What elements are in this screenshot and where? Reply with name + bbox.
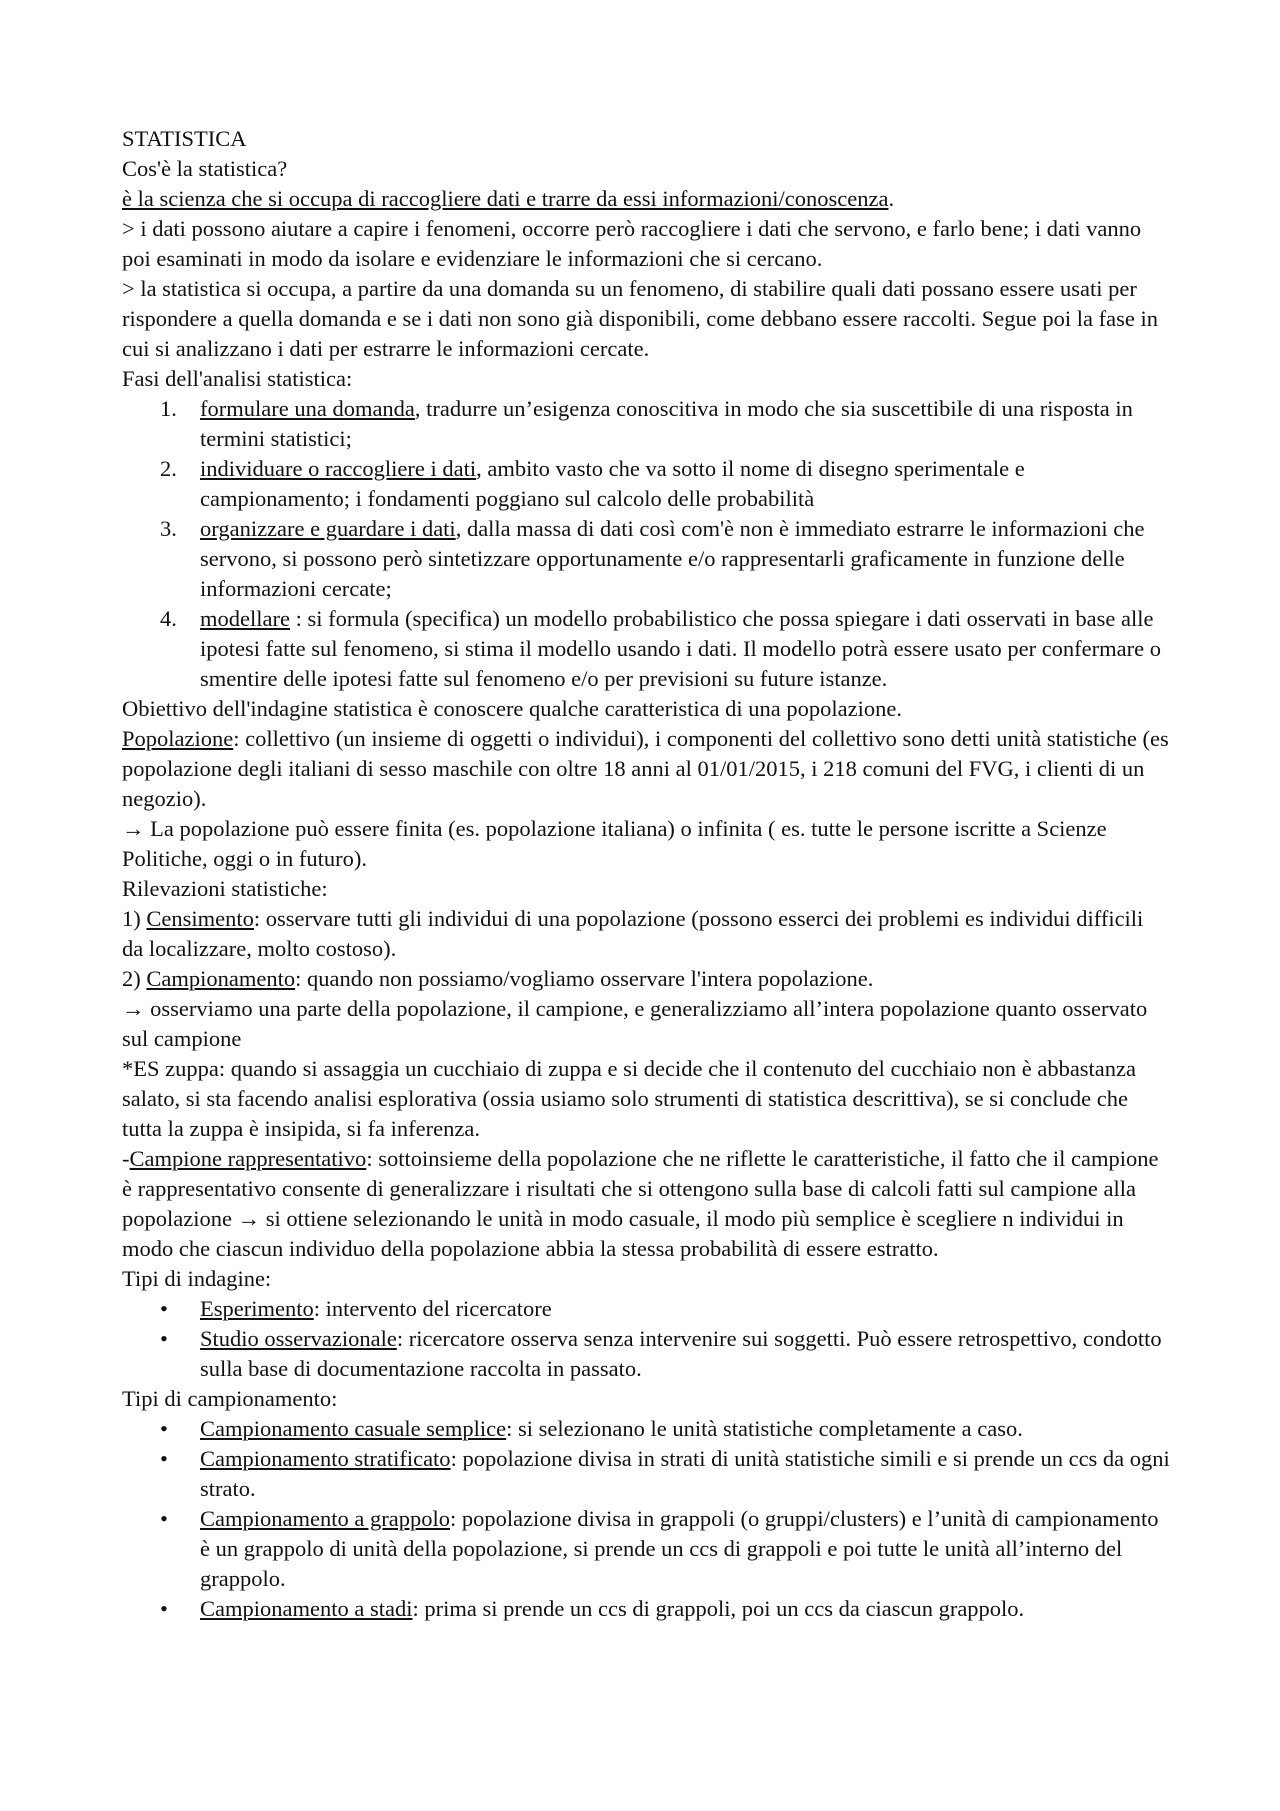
document-page: [122, 124, 1170, 1624]
survey-type-text: : ricercatore osserva senza intervenire sui soggetti. Può essere retrospettivo, condotto sulla base di documentazione raccolta in passato.: [200, 1326, 1162, 1381]
sampling-paragraph: [122, 964, 1170, 994]
sampling-term: Campionamento: [146, 966, 296, 991]
sampling-type-text: : si selezionano le unità statistiche completamente a caso.: [506, 1416, 1023, 1441]
phase-term: formulare una domanda: [200, 396, 415, 421]
definition-underlined: è la scienza che si occupa di raccogliere dati e trarre da essi informazioni/conoscenza: [122, 186, 889, 211]
definition-paragraph: [122, 184, 1170, 214]
phase-number: 1.: [160, 396, 177, 421]
phase-term: organizzare e guardare i dati: [200, 516, 456, 541]
phase-text: : si formula (specifica) un modello probabilistico che possa spiegare i dati osservati in base alle ipotesi fatte sul fenomeno, si stima il modello usando i dati. Il modello potrà essere usato per confermare o smentire delle ipotesi fatte sul fenomeno e/o per previsioni su future istanze.: [200, 606, 1161, 691]
definition-end: .: [888, 186, 895, 211]
census-paragraph: [122, 904, 1170, 964]
phase-text: , dalla massa di dati così com'è non è immediato estrarre le informazioni che servono, si possono però sintetizzare opportunamente e/o rappresentarli graficamente in funzione delle informazioni cercate;: [200, 516, 1145, 601]
phase-item: [122, 454, 1170, 514]
phase-number: 3.: [160, 516, 177, 541]
document-title: STATISTICA: [122, 126, 247, 151]
list-item: [122, 1594, 1170, 1624]
phase-term: modellare: [200, 606, 290, 631]
representative-paragraph: [122, 1144, 1170, 1264]
phases-heading: Fasi dell'analisi statistica:: [122, 366, 353, 391]
survey-type-term: Studio osservazionale: [200, 1326, 397, 1351]
population-note: → La popolazione può essere finita (es. popolazione italiana) o infinita ( es. tutte le persone iscritte a Scienze Politiche, oggi o in futuro).: [122, 816, 1107, 871]
list-item: [122, 1414, 1170, 1444]
bullet-icon: •: [160, 1446, 168, 1471]
phase-item: [122, 394, 1170, 454]
objective-paragraph: Obiettivo dell'indagine statistica è conoscere qualche caratteristica di una popolazione.: [122, 696, 902, 721]
phase-term: individuare o raccogliere i dati: [200, 456, 477, 481]
survey-types-list: [122, 1294, 1170, 1384]
phase-number: 4.: [160, 606, 177, 631]
representative-term: Campione rappresentativo: [129, 1146, 367, 1171]
sampling-types-heading: Tipi di campionamento:: [122, 1386, 338, 1411]
list-item: [122, 1504, 1170, 1594]
representative-text: : sottoinsieme della popolazione che ne riflette le caratteristiche, il fatto che il campione è rappresentativo consente di generalizzare i risultati che si ottengono sulla base di calcoli fatti sul campione alla popolazione → si ottiene selezionando le unità in modo casuale, il modo più semplice è scegliere n individui in modo che ciascun individuo della popolazione abbia la stessa probabilità di essere estratto.: [122, 1146, 1159, 1261]
sampling-type-text: : popolazione divisa in strati di unità statistiche simili e si prende un ccs da ogni strato.: [200, 1446, 1170, 1501]
population-paragraph: [122, 724, 1170, 814]
sampling-prefix: 2): [122, 966, 147, 991]
sampling-type-term: Campionamento a stadi: [200, 1596, 413, 1621]
intro-question: Cos'è la statistica?: [122, 156, 288, 181]
bullet-icon: •: [160, 1326, 168, 1351]
survey-types-heading: Tipi di indagine:: [122, 1266, 272, 1291]
paragraph-data-purpose: > i dati possono aiutare a capire i fenomeni, occorre però raccogliere i dati che servono, e farlo bene; i dati vanno poi esaminati in modo da isolare e evidenziare le informazioni che si cercano.: [122, 216, 1142, 271]
sampling-note: → osserviamo una parte della popolazione, il campione, e generalizziamo all’intera popolazione quanto osservato sul campione: [122, 996, 1148, 1051]
phase-item: [122, 604, 1170, 694]
sampling-types-list: [122, 1414, 1170, 1624]
sampling-type-text: : popolazione divisa in grappoli (o gruppi/clusters) e l’unità di campionamento è un grappolo di unità della popolazione, si prende un ccs di grappoli e poi tutte le unità all’interno del grappolo.: [200, 1506, 1159, 1591]
phase-text: , tradurre un’esigenza conoscitiva in modo che sia suscettibile di una risposta in termini statistici;: [200, 396, 1133, 451]
list-item: [122, 1294, 1170, 1324]
bullet-icon: •: [160, 1596, 168, 1621]
representative-prefix: -: [122, 1146, 130, 1171]
survey-type-term: Esperimento: [200, 1296, 314, 1321]
list-item: [122, 1324, 1170, 1384]
surveys-heading: Rilevazioni statistiche:: [122, 876, 328, 901]
phases-list: [122, 394, 1170, 694]
sampling-type-term: Campionamento casuale semplice: [200, 1416, 507, 1441]
bullet-icon: •: [160, 1506, 168, 1531]
bullet-icon: •: [160, 1416, 168, 1441]
list-item: [122, 1444, 1170, 1504]
census-text: : osservare tutti gli individui di una popolazione (possono esserci dei problemi es individui difficili da localizzare, molto costoso).: [122, 906, 1144, 961]
population-text: : collettivo (un insieme di oggetti o individui), i componenti del collettivo sono detti unità statistiche (es popolazione degli italiani di sesso maschile con oltre 18 anni al 01/01/2015, i 218 comuni del FVG, i clienti di un negozio).: [122, 726, 1169, 811]
phase-text: , ambito vasto che va sotto il nome di disegno sperimentale e campionamento; i fondamenti poggiano sul calcolo delle probabilità: [200, 456, 1025, 511]
census-term: Censimento: [146, 906, 254, 931]
sampling-type-text: : prima si prende un ccs di grappoli, poi un ccs da ciascun grappolo.: [412, 1596, 1025, 1621]
population-term: Popolazione: [122, 726, 234, 751]
bullet-icon: •: [160, 1296, 168, 1321]
paragraph-statistics-role: > la statistica si occupa, a partire da una domanda su un fenomeno, di stabilire quali dati possano essere usati per rispondere a quella domanda e se i dati non sono già disponibili, come debbano essere raccolti. Segue poi la fase in cui si analizzano i dati per estrarre le informazioni cercate.: [122, 276, 1158, 361]
phase-number: 2.: [160, 456, 177, 481]
census-prefix: 1): [122, 906, 147, 931]
sampling-type-term: Campionamento a grappolo: [200, 1506, 450, 1531]
phase-item: [122, 514, 1170, 604]
sampling-text: : quando non possiamo/vogliamo osservare l'intera popolazione.: [295, 966, 874, 991]
sampling-type-term: Campionamento stratificato: [200, 1446, 451, 1471]
survey-type-text: : intervento del ricercatore: [313, 1296, 552, 1321]
soup-example: *ES zuppa: quando si assaggia un cucchiaio di zuppa e si decide che il contenuto del cucchiaio non è abbastanza salato, si sta facendo analisi esplorativa (ossia usiamo solo strumenti di statistica descrittiva), se si conclude che tutta la zuppa è insipida, si fa inferenza.: [122, 1056, 1137, 1141]
